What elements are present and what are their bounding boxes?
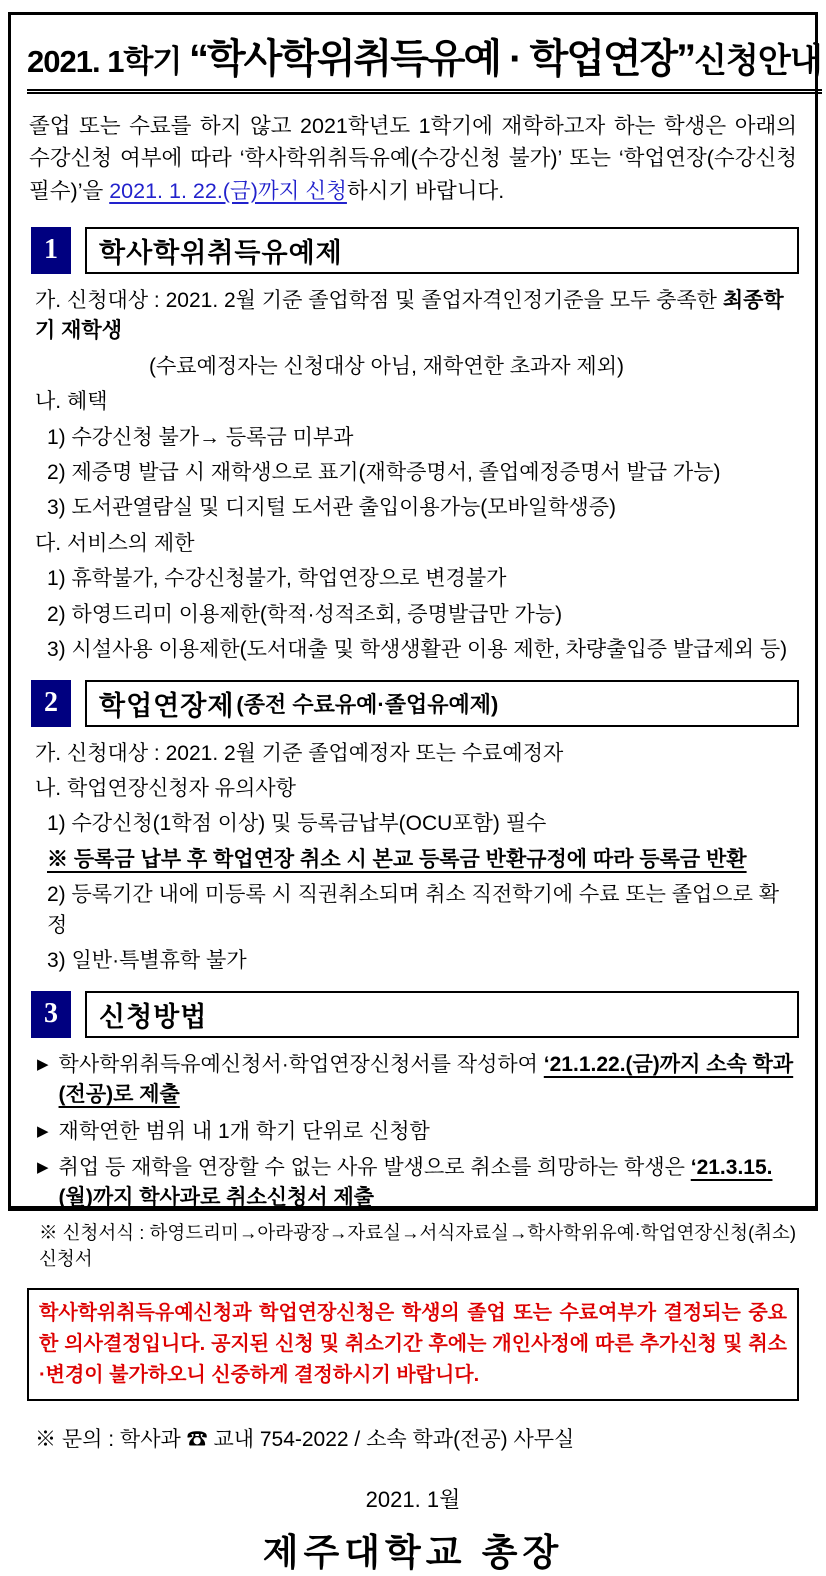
s1-benefit-item: 1) 수강신청 불가→ 등록금 미부과: [47, 423, 799, 453]
section1-number-badge: 1: [31, 227, 71, 274]
footer-signature: 제주대학교 총장: [27, 1522, 799, 1576]
s1-restriction-item: 2) 하영드리미 이용제한(학적·성적조회, 증명발급만 가능): [47, 600, 799, 630]
s3-bullet2-text: 재학연한 범위 내 1개 학기 단위로 신청함: [59, 1117, 430, 1147]
s3-bullet3-pre: 취업 등 재학을 연장할 수 없는 사유 발생으로 취소를 희망하는 학생은: [59, 1156, 691, 1179]
s1-restriction-item: 3) 시설사용 이용제한(도서대출 및 학생생활관 이용 제한, 차량출입증 발급제외 등): [47, 635, 799, 665]
section2-heading-main: 학업연장제: [99, 684, 234, 723]
contact-line: [35, 1423, 799, 1453]
s1-target-note: (수료예정자는 신청대상 아님, 재학연한 초과자 제외): [149, 352, 799, 382]
s3-bullet-submit-text: [59, 1050, 799, 1111]
title-semester: 2021. 1학기: [27, 44, 189, 79]
warning-box: 학사학위취득유예신청과 학업연장신청은 학생의 졸업 또는 수료여부가 결정되는 중요한 의사결정입니다. 공지된 신청 및 취소기간 후에는 개인사정에 따른 추가신청 및 취소·변경이 불가하오니 신중하게 결정하시기 바랍니다.: [27, 1288, 799, 1401]
section3-header: [31, 991, 799, 1038]
s2-item: 3) 일반·특별휴학 불가: [47, 946, 799, 976]
s3-bullet1-pre: 학사학위취득유예신청서·학업연장신청서를 작성하여: [59, 1053, 544, 1076]
intro-text-pre: 졸업 또는 수료를 하지 않고 2021학년도 1학기에 재학하고자 하는 학생은 아래의 수강신청 여부에 따라 ‘학사학위취득유예(수강신청 불가)’ 또는 ‘학업연장(수강신청 필수)’을: [29, 114, 797, 203]
notice-document: [8, 12, 818, 1211]
s2-refund-note: ※ 등록금 납부 후 학업연장 취소 시 본교 등록금 반환규정에 따라 등록금 반환: [47, 845, 799, 875]
s3-bullet3-deadline: ‘21.3.15.(월)까지 학사과로 취소신청서 제출: [59, 1156, 773, 1209]
triangle-bullet-icon: ▶: [37, 1117, 49, 1147]
s3-bullet-cancel: [37, 1153, 799, 1214]
s3-bullet-cancel-text: [59, 1153, 799, 1214]
s2-notice-label: 나. 학업연장신청자 유의사항: [35, 774, 799, 804]
contact-post: 교내 754-2022 / 소속 학과(전공) 사무실: [208, 1428, 575, 1451]
section3-heading: 신청방법: [99, 995, 207, 1034]
footer-date: 2021. 1월: [27, 1483, 799, 1514]
title-suffix: 신청안내: [694, 42, 821, 80]
section3-heading-box: [85, 991, 799, 1038]
s3-bullet1-deadline: ‘21.1.22.(금)까지 소속 학과(전공)로 제출: [59, 1053, 794, 1106]
s2-target-line: 가. 신청대상 : 2021. 2월 기준 졸업예정자 또는 수료예정자: [35, 739, 799, 769]
s2-item: 1) 수강신청(1학점 이상) 및 등록금납부(OCU포함) 필수: [47, 809, 799, 839]
section2-heading-box: [85, 680, 799, 727]
triangle-bullet-icon: ▶: [37, 1050, 49, 1111]
s1-restriction-item: 1) 휴학불가, 수강신청불가, 학업연장으로 변경불가: [47, 564, 799, 594]
application-deadline-link: 2021. 1. 22.(금)까지 신청: [109, 179, 347, 203]
triangle-bullet-icon: ▶: [37, 1153, 49, 1214]
intro-text-post: 하시기 바랍니다.: [347, 179, 504, 203]
section1-header: [31, 227, 799, 274]
s1-benefits-label: 나. 혜택: [35, 387, 799, 417]
section1-heading: 학사학위취득유예제: [99, 231, 343, 270]
contact-pre: ※ 문의 : 학사과: [35, 1428, 187, 1451]
s1-restrictions-label: 다. 서비스의 제한: [35, 529, 799, 559]
s1-target-text: 가. 신청대상 : 2021. 2월 기준 졸업학점 및 졸업자격인정기준을 모두 충족한: [35, 289, 723, 312]
s3-form-location-note: ※ 신청서식 : 하영드리미→아라광장→자료실→서식자료실→학사학위유예·학업연장신청(취소)신청서: [39, 1220, 799, 1272]
section-academic-extension: [27, 680, 799, 977]
s2-item: 2) 등록기간 내에 미등록 시 직권취소되며 취소 직전학기에 수료 또는 졸업으로 확정: [47, 880, 799, 941]
s3-bullet-semester-unit: [37, 1117, 799, 1147]
section-degree-deferral: [27, 227, 799, 666]
intro-paragraph: [29, 110, 797, 207]
s3-bullet-submit: [37, 1050, 799, 1111]
s1-benefit-item: 3) 도서관열람실 및 디지털 도서관 출입이용가능(모바일학생증): [47, 493, 799, 523]
section-application-method: [27, 991, 799, 1272]
section2-number-badge: 2: [31, 680, 71, 727]
title-main: “학사학위취득유예 · 학업연장”: [189, 37, 694, 81]
s1-target-line: [35, 286, 799, 347]
section3-number-badge: 3: [31, 991, 71, 1038]
page-title: [27, 27, 799, 94]
section2-header: [31, 680, 799, 727]
section2-heading-sub: (종전 수료유예·졸업유예제): [236, 688, 498, 719]
section1-heading-box: [85, 227, 799, 274]
title-underline: [27, 27, 822, 94]
phone-icon: ☎: [187, 1428, 208, 1451]
s1-target-bold: 최종학기 재학생: [35, 289, 784, 342]
s1-benefit-item: 2) 제증명 발급 시 재학생으로 표기(재학증명서, 졸업예정증명서 발급 가능): [47, 458, 799, 488]
